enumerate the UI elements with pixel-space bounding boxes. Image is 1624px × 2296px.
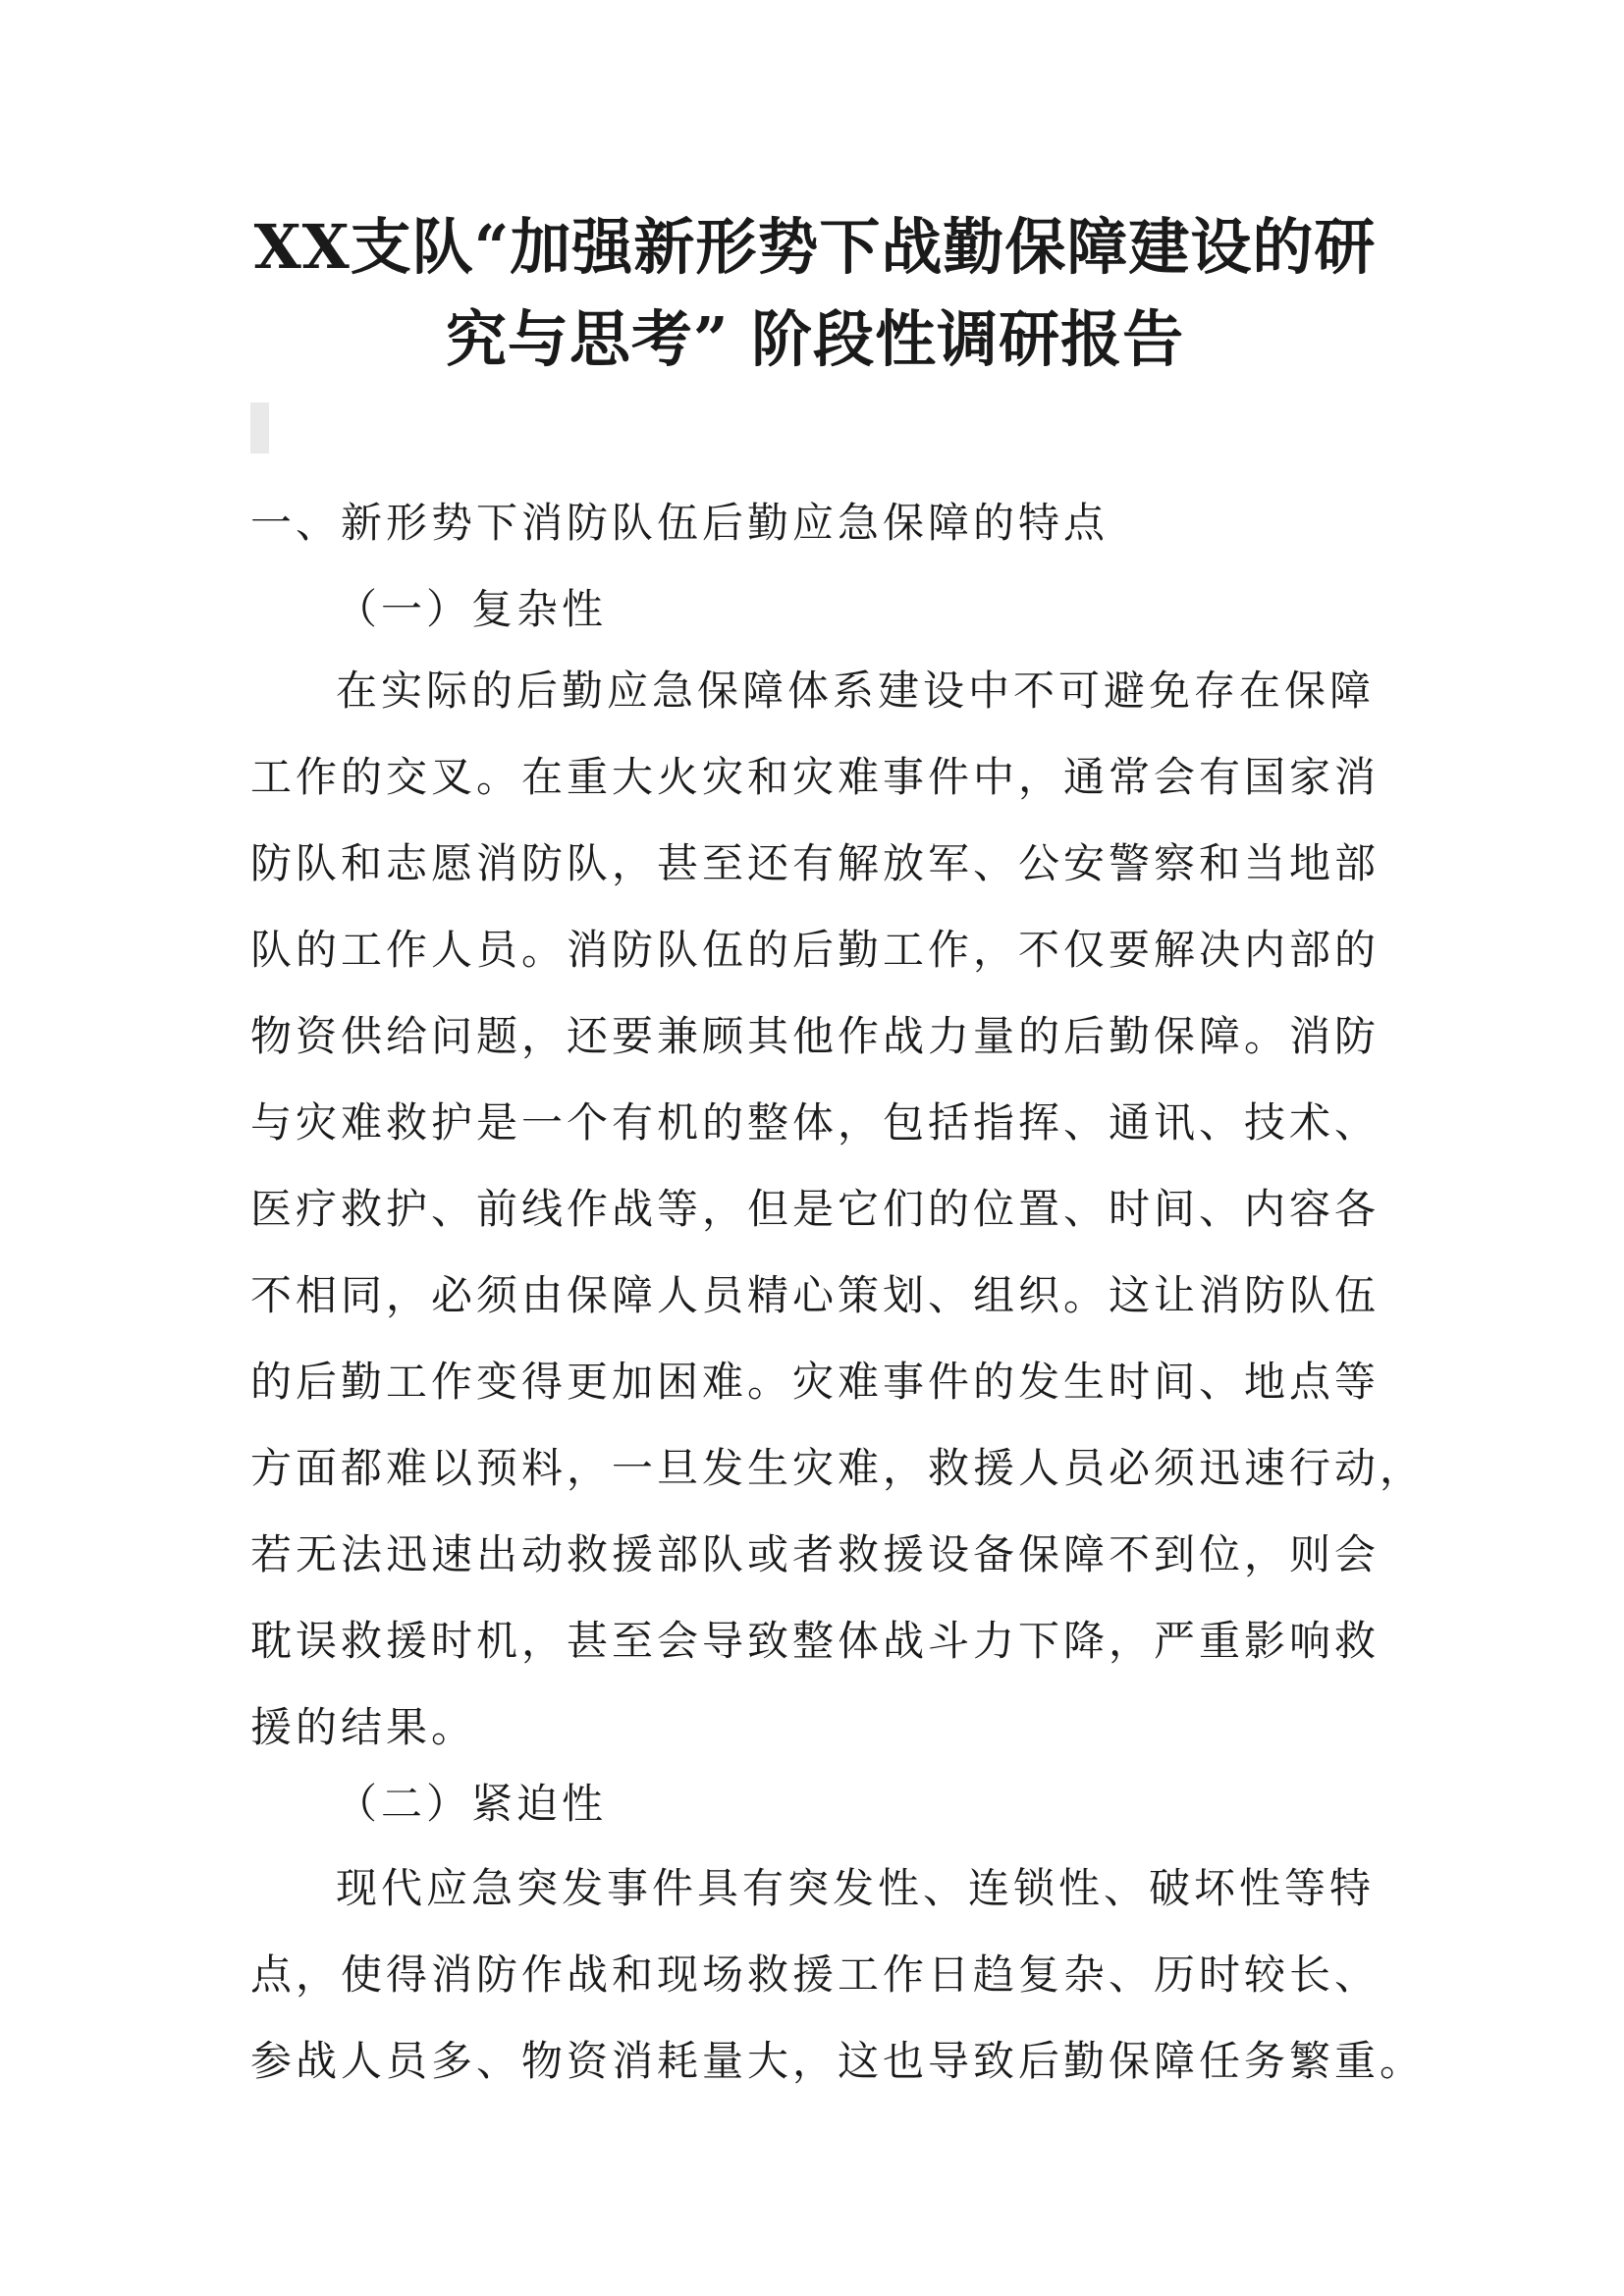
- paragraph-line: 参战人员多、物资消耗量大，这也导致后勤保障任务繁重。: [250, 2037, 1426, 2085]
- paragraph-line: 的后勤工作变得更加困难。灾难事件的发生时间、地点等: [250, 1358, 1380, 1406]
- paragraph-line: 防队和志愿消防队，甚至还有解放军、公安警察和当地部: [250, 839, 1380, 887]
- title-line-2: 究与思考” 阶段性调研报告: [445, 303, 1185, 375]
- paragraph-line: 援的结果。: [250, 1703, 477, 1751]
- paragraph-line: 现代应急突发事件具有突发性、连锁性、破坏性等特: [336, 1864, 1376, 1912]
- paragraph-line: 若无法迅速出动救援部队或者救援设备保障不到位，则会: [250, 1530, 1380, 1578]
- paragraph-line: 方面都难以预料，一旦发生灾难，救援人员必须迅速行动，: [250, 1444, 1426, 1492]
- paragraph-line: 耽误救援时机，甚至会导致整体战斗力下降，严重影响救: [250, 1617, 1380, 1665]
- subsection-2-heading: （二）紧迫性: [336, 1780, 608, 1828]
- paragraph-line: 医疗救护、前线作战等，但是它们的位置、时间、内容各: [250, 1185, 1380, 1233]
- paragraph-line: 与灾难救护是一个有机的整体，包括指挥、通讯、技术、: [250, 1098, 1380, 1147]
- paragraph-line: 工作的交叉。在重大火灾和灾难事件中，通常会有国家消: [250, 753, 1380, 801]
- subsection-1-heading: （一）复杂性: [336, 585, 608, 633]
- title-line-1: XX支队“加强新形势下战勤保障建设的研: [253, 211, 1377, 283]
- paragraph-line: 不相同，必须由保障人员精心策划、组织。这让消防队伍: [250, 1271, 1380, 1319]
- paragraph-line: 在实际的后勤应急保障体系建设中不可避免存在保障: [336, 667, 1376, 715]
- paragraph-line: 点，使得消防作战和现场救援工作日趋复杂、历时较长、: [250, 1950, 1380, 1999]
- paragraph-line: 物资供给问题，还要兼顾其他作战力量的后勤保障。消防: [250, 1012, 1380, 1060]
- text-cursor-marker: [250, 402, 269, 454]
- paragraph-line: 队的工作人员。消防队伍的后勤工作，不仅要解决内部的: [250, 926, 1380, 974]
- subsection-2-paragraph: [250, 1845, 1426, 2105]
- document-title: [226, 201, 1404, 386]
- subsection-1-paragraph: [250, 648, 1426, 1771]
- section-1-heading: 一、新形势下消防队伍后勤应急保障的特点: [250, 499, 1110, 547]
